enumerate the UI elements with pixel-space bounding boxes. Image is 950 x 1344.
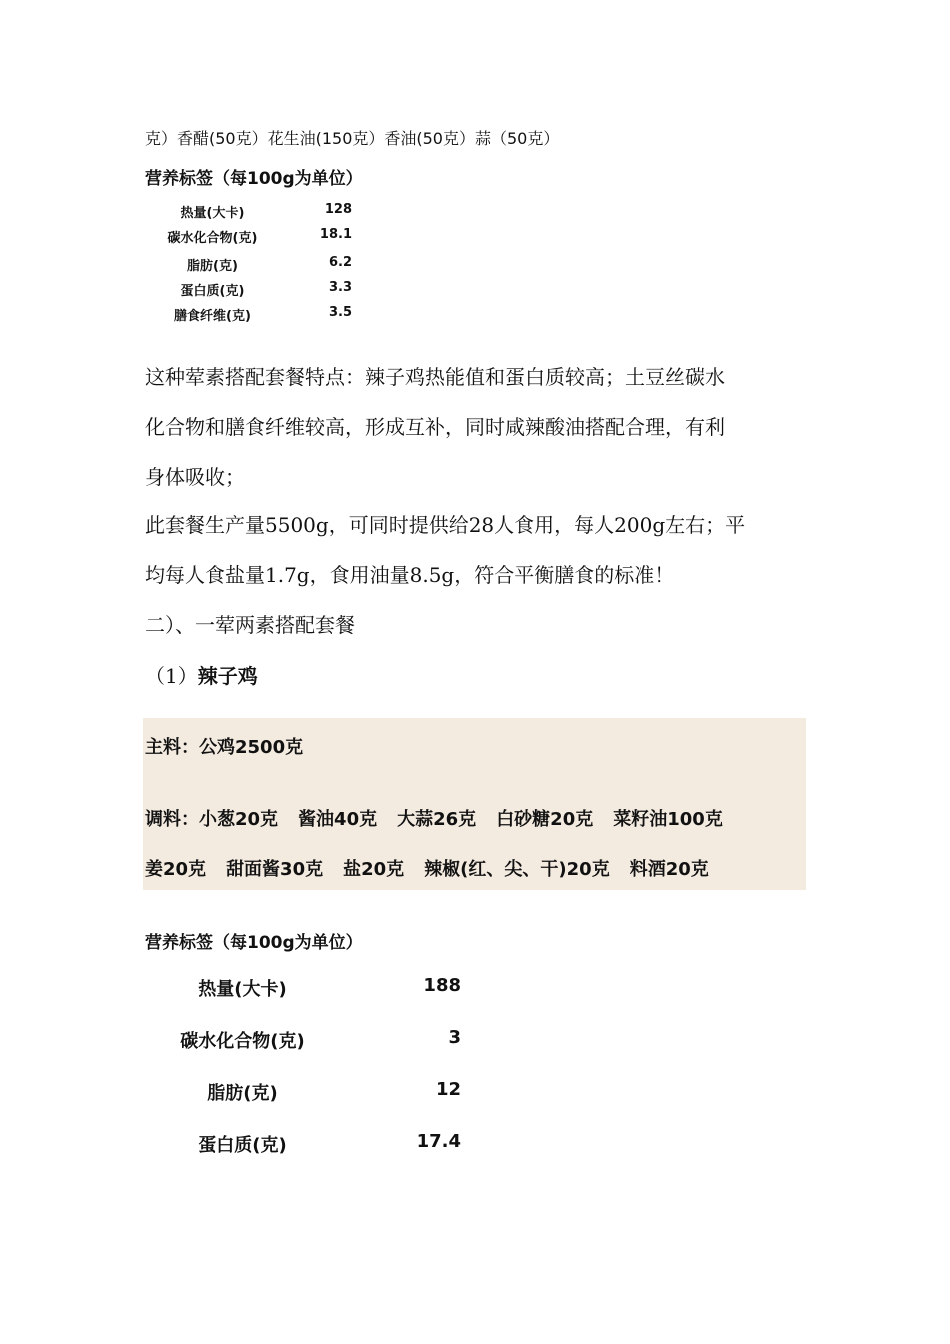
nutrient-value: 6.2 <box>328 255 352 270</box>
nutrient-value: 3 <box>448 1027 461 1048</box>
nutrition-label-title: 营养标签（每100g为单位） <box>145 933 363 953</box>
seasoning-item: 甜面酱30克 <box>226 859 324 880</box>
nutrition-label-title: 营养标签（每100g为单位） <box>145 169 363 189</box>
ingredient-continuation-line: 克）香醋(50克）花生油(150克）香油(50克）蒜（50克） <box>145 129 560 148</box>
seasoning-item: 料酒20克 <box>629 859 709 880</box>
seasoning-item: 辣椒(红、尖、干)20克 <box>424 859 610 880</box>
dish-heading <box>145 660 258 689</box>
nutrient-value: 3.3 <box>328 280 352 295</box>
dish-name: 辣子鸡 <box>197 664 258 688</box>
section-heading: 二）、一荤两素搭配套餐 <box>145 613 355 637</box>
seasoning-item: 菜籽油100克 <box>613 809 723 830</box>
main-ingredient-line: 主料：公鸡2500克 <box>145 737 304 758</box>
paragraph-line: 均每人食盐量1.7g，食用油量8.5g，符合平衡膳食的标准！ <box>145 563 675 587</box>
seasoning-line-1 <box>145 805 723 831</box>
feature-paragraph <box>145 352 725 502</box>
nutrient-label: 热量(大卡) <box>198 979 287 1000</box>
nutrient-value: 128 <box>324 202 352 217</box>
nutrient-value: 12 <box>435 1079 461 1100</box>
nutrient-value: 188 <box>423 975 461 996</box>
seasoning-item: 酱油40克 <box>298 809 378 830</box>
nutrient-label: 蛋白质(克) <box>180 284 245 299</box>
paragraph-line: 化合物和膳食纤维较高，形成互补，同时咸辣酸油搭配合理，有利 <box>145 415 725 439</box>
nutrient-label: 蛋白质(克) <box>198 1135 287 1156</box>
seasoning-prefix: 调料： <box>145 809 199 830</box>
nutrient-label: 脂肪(克) <box>187 259 238 274</box>
seasoning-item: 姜20克 <box>145 859 207 880</box>
seasoning-item: 大蒜26克 <box>397 809 477 830</box>
nutrient-label: 脂肪(克) <box>207 1083 278 1104</box>
paragraph-line: 这种荤素搭配套餐特点：辣子鸡热能值和蛋白质较高；土豆丝碳水 <box>145 365 725 389</box>
nutrient-value: 18.1 <box>319 227 352 242</box>
nutrient-label: 碳水化合物(克) <box>180 1031 305 1052</box>
seasoning-line-2 <box>145 855 709 881</box>
seasoning-item: 小葱20克 <box>199 809 279 830</box>
nutrient-value: 17.4 <box>416 1131 461 1152</box>
paragraph-line: 此套餐生产量5500g，可同时提供给28人食用，每人200g左右；平 <box>145 513 746 537</box>
seasoning-item: 盐20克 <box>343 859 405 880</box>
seasoning-item: 白砂糖20克 <box>496 809 594 830</box>
nutrient-label: 热量(大卡) <box>180 206 245 221</box>
production-paragraph <box>145 500 745 600</box>
nutrient-label: 膳食纤维(克) <box>174 309 251 324</box>
dish-number: （1） <box>145 664 198 688</box>
nutrient-value: 3.5 <box>328 305 352 320</box>
nutrient-label: 碳水化合物(克) <box>167 231 258 246</box>
paragraph-line: 身体吸收； <box>145 465 245 489</box>
